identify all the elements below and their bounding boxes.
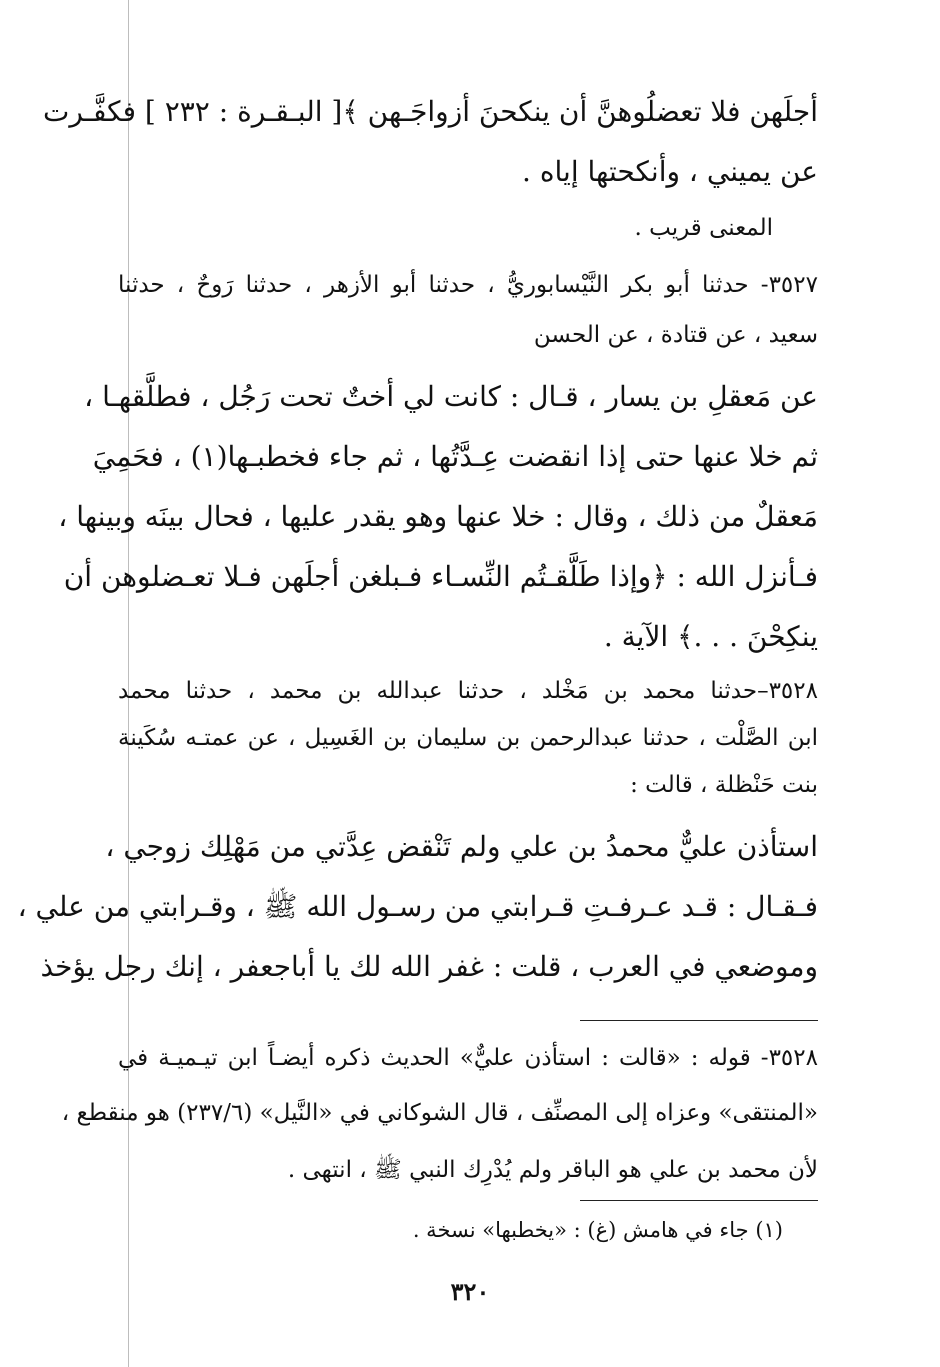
text-line-m3528-l3: وموضعي في العرب ، قلت : غفر الله لك يا أباجعفر ، إنك رجل يؤخذ — [40, 950, 818, 983]
text-line-h3527-l1: ٣٥٢٧- حدثنا أبو بكر النَّيْسابوريُّ ، حدثنا أبو الأزهر ، حدثنا رَوحٌ ، حدثنا — [118, 272, 818, 298]
text-line-m3527-l1: عن مَعقلِ بن يسار ، قـال : كانت لي أختٌ تحت رَجُل ، فطلَّقهـا ، — [84, 380, 818, 413]
text-line-m3528-l2: فـقـال : قـد عـرفـتِ قـرابتي من رسـول الله ﷺ ، وقـرابتي من علي ، — [17, 890, 818, 923]
text-line-m3527-l3: مَعقلٌ من ذلك ، وقال : خلا عنها وهو يقدر عليها ، فحال بينَه وبينها ، — [58, 500, 818, 533]
text-line-h3528-l1: ٣٥٢٨–حدثنا محمد بن مَخْلد ، حدثنا عبدالله بن محمد ، حدثنا محمد — [118, 678, 818, 704]
text-line-m3527-l5: ينكِحْنَ . . .﴾ الآية . — [603, 620, 818, 653]
text-line-m3528-l1: استأذن عليٌّ محمدُ بن علي ولم تَنْقض عِدَّتي من مَهْلِك زوجي ، — [105, 830, 818, 863]
text-line-p1-l2: عن يميني ، وأنكحتها إياه . — [522, 155, 818, 188]
commentary-separator — [580, 1020, 818, 1021]
text-line-h3528-l3: بنت حَنْظلة ، قالت : — [630, 772, 818, 798]
text-line-c3528-l2: «المنتقى» وعزاه إلى المصنِّف ، قال الشوكاني في «النَّيل» (٢٣٧/٦) هو منقطع ، — [61, 1100, 818, 1126]
text-line-p1-l3: المعنى قريب . — [634, 215, 773, 241]
text-line-p1-l1: أجلَهن فلا تعضلُوهنَّ أن ينكحنَ أزواجَـهن ﴾[ البـقـرة : ٢٣٢ ] فكفَّـرت — [42, 95, 818, 128]
text-line-m3527-l4: فـأنزل الله : ﴿وإذا طَلَّقـتُم النِّسـاء فـبلغن أجلَهن فـلا تعـضلوهن أن — [63, 560, 818, 593]
text-line-c3528-l3: لأن محمد بن علي هو الباقر ولم يُدْرِك النبي ﷺ ، انتهى . — [287, 1157, 818, 1183]
text-line-fn1-l1: (١) جاء في هامش (غ) : «يخطبها» نسخة . — [412, 1218, 783, 1242]
footnote-separator — [580, 1200, 818, 1201]
text-line-m3527-l2: ثم خلا عنها حتى إذا انقضت عِـدَّتُها ، ثم جاء فخطبـها(١) ، فحَمِيَ — [92, 440, 818, 473]
text-line-h3528-l2: ابن الصَّلْت ، حدثنا عبدالرحمن بن سليمان بن الغَسِيل ، عن عمتـه سُكَينة — [118, 725, 818, 751]
text-line-c3528-l1: ٣٥٢٨- قوله : «قالت : استأذن عليٌّ» الحديث ذكره أيضـاً ابن تيـميـة في — [118, 1045, 818, 1071]
page-number: ٣٢٠ — [450, 1277, 490, 1306]
text-line-h3527-l2: سعيد ، عن قتادة ، عن الحسن — [533, 322, 818, 348]
